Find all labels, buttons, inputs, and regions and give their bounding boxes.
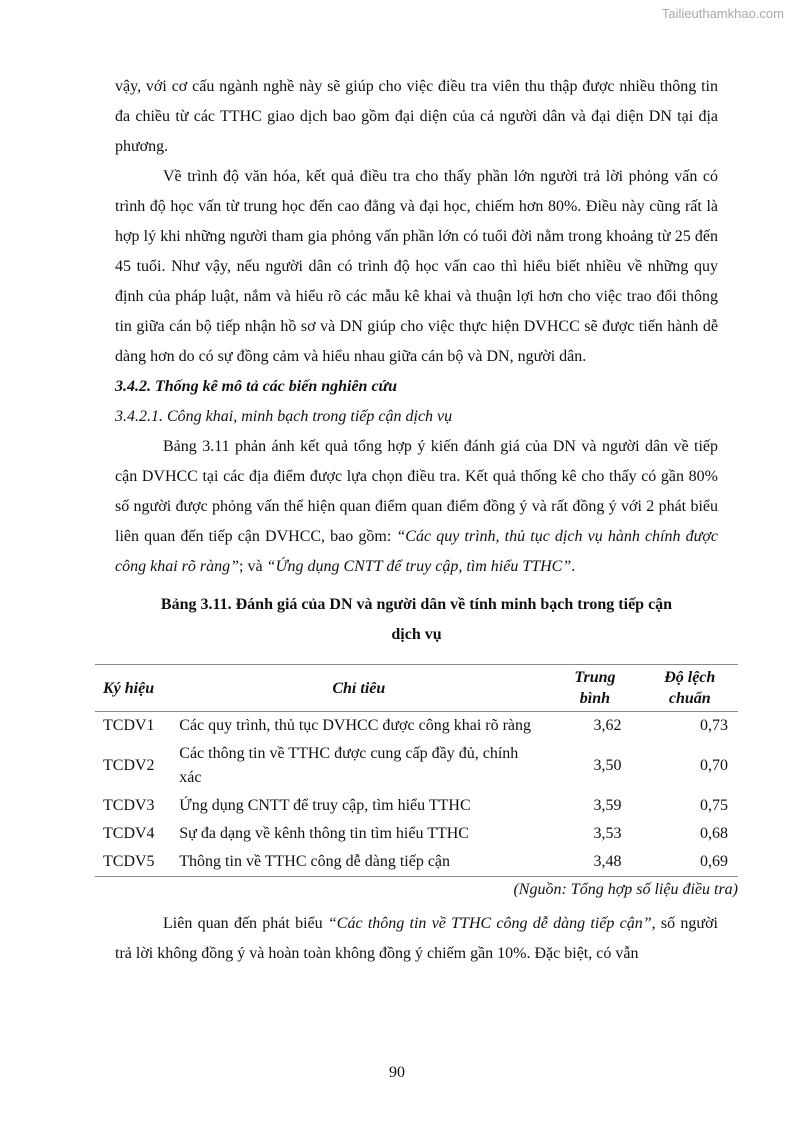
row-std-dev: 0,73 — [700, 717, 728, 734]
header-sd-line-2: chuẩn — [668, 690, 711, 707]
paragraph-3-quote-1: “Các quy trình, thủ tục dịch vụ hành chính được công khai rõ ràng” — [115, 528, 718, 575]
paragraph-3 — [115, 432, 718, 582]
row-mean: 3,53 — [593, 825, 622, 842]
row-code: TCDV1 — [103, 717, 155, 734]
table-caption-line-2: dịch vụ — [391, 626, 442, 643]
row-std-dev: 0,70 — [700, 757, 728, 774]
table-source: (Nguồn: Tổng hợp số liệu điều tra) — [513, 881, 738, 898]
row-code: TCDV3 — [103, 797, 155, 814]
table-row — [95, 712, 738, 741]
table-caption-line-1: Bảng 3.11. Đánh giá của DN và người dân về tính minh bạch trong tiếp cận — [160, 596, 673, 613]
row-code: TCDV4 — [103, 825, 155, 842]
header-mean-line-1: Trung — [574, 669, 616, 686]
header-std-dev — [648, 665, 738, 712]
paragraph-4-quote: “Các thông tin về TTHC công dễ dàng tiếp cận” — [327, 915, 652, 932]
header-sd-line-1: Độ lệch — [664, 669, 716, 686]
subsection-heading: 3.4.2.1. Công khai, minh bạch trong tiếp cận dịch vụ — [115, 408, 453, 425]
paragraph-2: Về trình độ văn hóa, kết quả điều tra cho thấy phần lớn người trả lời phỏng vấn có trình độ học vấn từ trung học đến cao đẳng và đại học, chiếm hơn 80%. Điều này cũng rất là hợp lý khi những người tham gia phỏng vấn phần lớn có tuổi đời nằm trong khoảng từ 25 đến 45 tuổi. Như vậy, nếu người dân có trình độ học vấn cao thì hiểu biết nhiều về những quy định của pháp luật, nắm và hiểu rõ các mẫu kê khai và thuận lợi hơn cho việc trao đổi thông tin giữa cán bộ tiếp nhận hồ sơ và DN giúp cho việc thực hiện DVHCC sẽ được tiến hành dễ dàng hơn do có sự đồng cảm và hiểu nhau giữa cán bộ và DN, người dân. — [115, 168, 718, 365]
paragraph-1: vậy, với cơ cấu ngành nghề này sẽ giúp cho việc điều tra viên thu thập được nhiều thông tin đa chiều từ các TTHC giao dịch bao gồm đại diện của cả người dân và đại diện DN tại địa phương. — [115, 78, 718, 155]
header-mean-line-2: bình — [579, 690, 611, 707]
paragraph-3-text-c: . — [571, 558, 576, 575]
paragraph-4-text-b: , số người trả lời không đồng ý và hoàn toàn không đồng ý chiếm gần 10%. Đặc biệt, có vẫn — [115, 915, 718, 962]
row-indicator: Thông tin về TTHC công dễ dàng tiếp cận — [179, 853, 451, 870]
row-indicator: Ứng dụng CNTT để truy cập, tìm hiểu TTHC — [179, 797, 471, 814]
table-caption — [115, 590, 718, 650]
row-std-dev: 0,69 — [700, 853, 728, 870]
paragraph-4 — [115, 909, 718, 969]
page-number: 90 — [389, 1064, 405, 1081]
header-mean — [542, 665, 647, 712]
row-std-dev: 0,75 — [700, 797, 728, 814]
row-indicator: Sự đa dạng về kênh thông tin tìm hiểu TTHC — [179, 825, 469, 842]
paragraph-4-text-a: Liên quan đến phát biểu — [163, 915, 328, 932]
table-row — [95, 848, 738, 877]
row-mean: 3,50 — [593, 757, 622, 774]
row-mean: 3,59 — [593, 797, 622, 814]
row-mean: 3,62 — [593, 717, 622, 734]
page-content — [103, 72, 738, 969]
table-row — [95, 820, 738, 848]
paragraph-3-text-a: Bảng 3.11 phản ánh kết quả tổng hợp ý kiến đánh giá của DN và người dân về tiếp cận DVHCC tại các địa điểm được lựa chọn điều tra. Kết quả thống kê cho thấy có gần 80% số người được phỏng vấn thể hiện quan điểm quan điểm đồng ý và rất đồng ý với 2 phát biểu liên quan đến tiếp cận DVHCC, bao gồm: — [115, 438, 718, 545]
evaluation-table — [95, 664, 738, 877]
row-indicator: Các quy trình, thủ tục DVHCC được công khai rõ ràng — [179, 717, 532, 734]
row-std-dev: 0,68 — [700, 825, 728, 842]
table-row — [95, 792, 738, 820]
table-header-row — [95, 665, 738, 712]
row-code: TCDV2 — [103, 757, 155, 774]
row-indicator: Các thông tin về TTHC được cung cấp đầy đủ, chính xác — [179, 745, 519, 786]
header-indicator: Chỉ tiêu — [332, 679, 386, 697]
paragraph-3-quote-2: “Ứng dụng CNTT để truy cập, tìm hiểu TTHC” — [266, 558, 572, 575]
header-code: Ký hiệu — [103, 679, 155, 697]
section-heading: 3.4.2. Thống kê mô tả các biến nghiên cứu — [115, 378, 398, 395]
row-mean: 3,48 — [593, 853, 622, 870]
row-code: TCDV5 — [103, 853, 155, 870]
table-row — [95, 740, 738, 792]
paragraph-3-text-b: ; và — [239, 558, 267, 575]
watermark: Tailieuthamkhao.com — [661, 6, 784, 21]
